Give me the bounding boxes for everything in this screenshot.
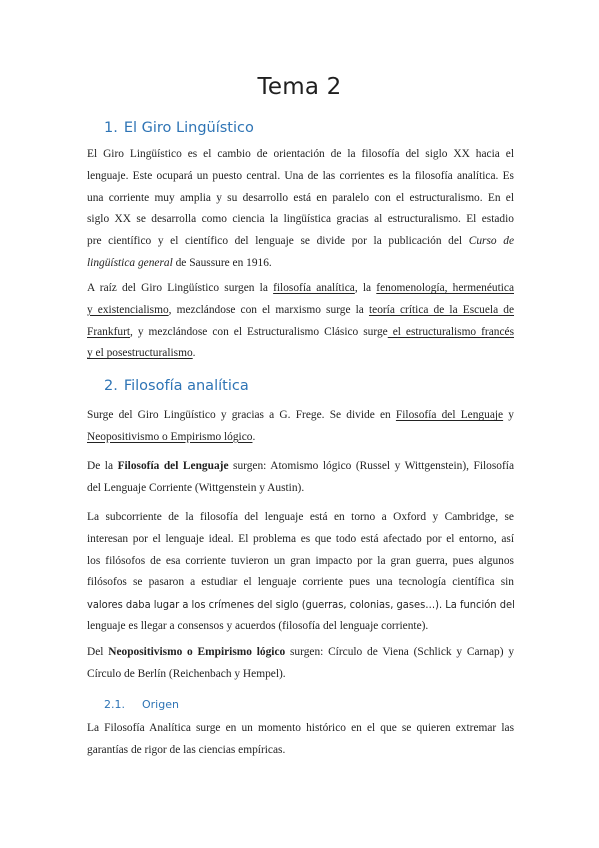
text-line: interesan por el lenguaje ideal. El problema es que todo está afectado por el entorno, así [87,532,514,545]
text-span: surgen: Círculo de Viena (Schlick y Carnap) y [285,646,515,658]
text-line: los filósofos de esa corriente tuvieron un gran impacto por la gran guerra, pues algunos [87,554,514,567]
text-line: una corriente muy amplia y su desarrollo está en paralelo con el estructuralismo. En el [87,191,514,204]
text-line [87,343,514,365]
link-posestructuralismo: y el posestructuralismo [87,347,193,360]
text-line: lenguaje. Este ocupará un puesto central. Una de las corrientes es la filosofía analítica. Es [87,169,514,182]
text-span: pre científico y el científico del lenguaje se divide por la publicación del [87,235,463,248]
text-line: Círculo de Berlín (Reichenbach y Hempel). [87,667,286,680]
text-span: A raíz del Giro Lingüístico surgen la [87,282,274,294]
section-number: 2. [104,378,118,394]
subsection-heading-text: Origen [142,698,179,711]
text-line: El Giro Lingüístico es el cambio de orientación de la filosofía del siglo XX hacia el [87,148,514,160]
text-span: , mezclándose con el marxismo surge la [168,303,369,316]
text-line [87,456,514,478]
text-span: . [252,430,256,443]
link-fenomenologia: fenomenología, hermenéutica [376,282,515,294]
paragraph-neopositivismo [87,642,514,686]
section-heading-giro-linguistico [104,120,254,136]
section-heading-text: Filosofía analítica [123,378,249,394]
text-line: La subcorriente de la filosofía del lenguaje está en torno a Oxford y Cambridge, se [87,511,514,523]
text-line: garantías de rigor de las ciencias empíricas. [87,743,286,756]
subsection-heading-origen [104,698,179,711]
link-estructuralismo-frances: el estructuralismo francés [387,325,514,338]
text-line: filósofos se pasaron a estudiar el lenguaje corriente pues una tecnología científica sin [87,576,514,589]
text-span: , la [354,282,377,294]
link-frankfurt: Frankfurt [87,325,131,338]
paragraph-subcorriente [87,507,514,638]
book-title-italic: lingüística general [87,256,173,269]
book-title-italic: Curso de [468,235,514,248]
paragraph-giro-consequences [87,278,514,365]
link-filosofia-analitica: filosofía analítica [273,282,355,294]
bold-term: Filosofía del Lenguaje [117,460,229,472]
section-number: 1. [104,120,118,136]
text-span: . [192,347,196,360]
section-heading-text: El Giro Lingüístico [123,120,254,136]
paragraph-origen [87,718,514,762]
text-span: Surge del Giro Lingüístico y gracias a G. Frege. Se divide en [87,409,396,421]
bold-term: Neopositivismo o Empirismo lógico [108,646,286,658]
text-line [87,231,514,253]
text-line [87,322,514,344]
paragraph-analitica-origin [87,405,514,449]
text-line [87,300,514,322]
link-existencialismo: y existencialismo [87,303,169,316]
text-line [87,253,514,275]
text-span: Del [87,646,109,658]
link-filosofia-lenguaje: Filosofía del Lenguaje [395,409,504,421]
paragraph-filosofia-lenguaje [87,456,514,500]
text-span: de Saussure en 1916. [172,256,272,269]
text-line [87,278,514,300]
document-title: Tema 2 [257,74,342,100]
link-teoria-critica: teoría crítica de la Escuela de [368,303,515,316]
text-line: siglo XX se desarrolla como ciencia la lingüística gracias al estructuralismo. El estadio [87,213,514,226]
text-span: De la [87,460,118,472]
text-line: valores daba lugar a los crímenes del siglo (guerras, colonias, gases…). La función del [87,598,515,612]
subsection-number: 2.1. [104,698,125,711]
section-heading-filosofia-analitica [104,378,249,394]
text-line [87,427,514,449]
text-line [87,642,514,664]
link-neopositivismo: Neopositivismo o Empirismo lógico [87,430,253,443]
text-line: del Lenguaje Corriente (Wittgenstein y Austin). [87,481,305,494]
text-line [87,405,514,427]
paragraph-giro-definition [87,144,514,275]
text-span: surgen: Atomismo lógico (Russel y Wittgenstein), Filosofía [228,460,514,472]
text-span: y [503,409,515,421]
text-line: lenguaje es llegar a consensos y acuerdos (filosofía del lenguaje corriente). [87,619,429,632]
text-line: La Filosofía Analítica surge en un momento histórico en el que se quieren extremar las [87,722,514,734]
text-span: , y mezclándose con el Estructuralismo Clásico surge [130,325,388,338]
